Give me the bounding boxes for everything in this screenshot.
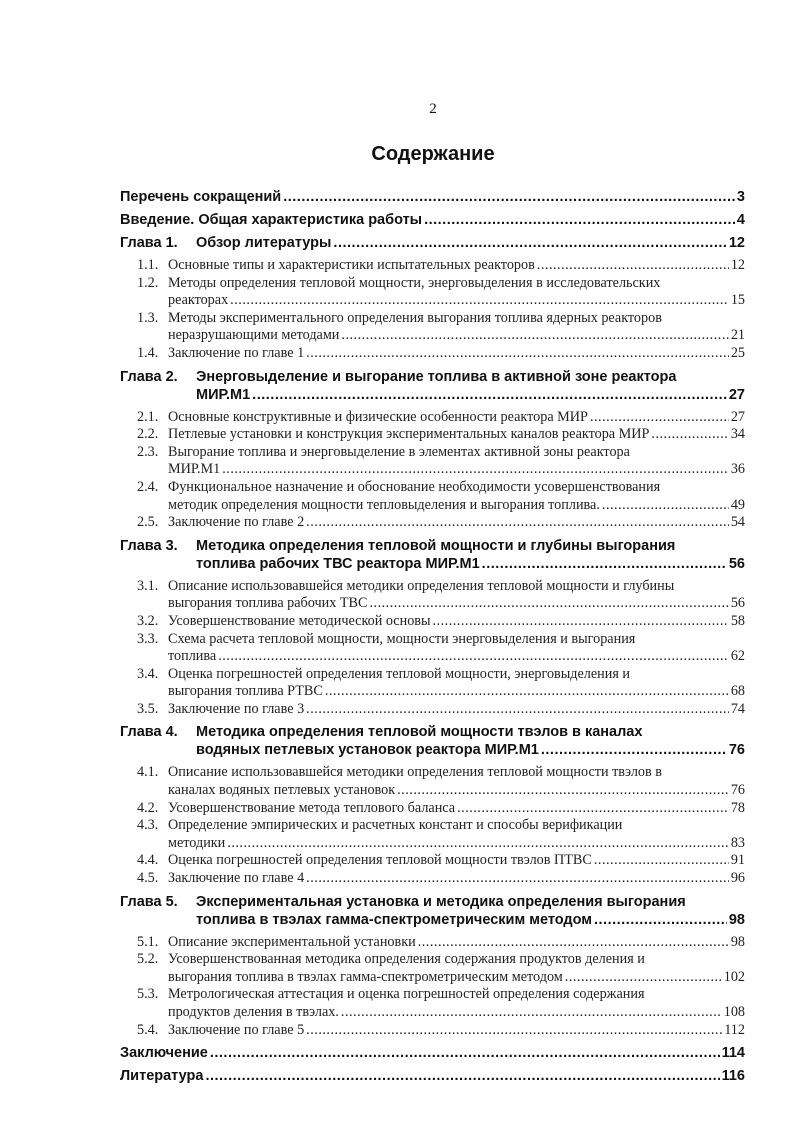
toc-entry-page[interactable]: 68 (730, 683, 745, 700)
toc-entry-title: Функциональное назначение и обоснование необходимости усовершенствования (168, 478, 661, 495)
toc-entry-title: Петлевые установки и конструкция экспериментальных каналов реактора МИР (168, 426, 650, 443)
toc-entry-title: Заключение по главе 2 (168, 514, 305, 531)
dot-leader (369, 595, 728, 613)
toc-entry-number: 3.4. (137, 665, 159, 682)
toc-entry-section[interactable] (120, 613, 745, 631)
toc-entry-section[interactable] (120, 409, 745, 427)
toc-entry-title: Перечень сокращений (120, 189, 282, 205)
toc-entry-page[interactable]: 12 (728, 235, 745, 251)
dot-leader (210, 1044, 720, 1062)
toc-entry-top[interactable] (120, 185, 745, 208)
toc-entry-top[interactable] (120, 1064, 745, 1087)
toc-entry-title: Методика определения тепловой мощности и глубины выгорания (196, 537, 676, 554)
toc-entry-line (120, 188, 745, 206)
toc-entry-page[interactable]: 54 (730, 514, 745, 531)
toc-entry-section[interactable] (120, 666, 745, 701)
toc-entry-page[interactable]: 114 (721, 1045, 745, 1062)
toc-entry-page[interactable]: 98 (730, 933, 745, 950)
toc-entry-line (137, 969, 745, 987)
toc-entry-chapter[interactable] (120, 365, 745, 406)
toc-entry-page[interactable]: 3 (736, 189, 745, 205)
toc-entry-number: 4.1. (137, 764, 159, 781)
toc-entry-line (137, 631, 745, 649)
toc-entry-number: 4.4. (137, 852, 159, 869)
toc-entry-number: 2.4. (137, 478, 159, 495)
toc-entry-number: 5.2. (137, 951, 159, 968)
toc-entry-title: МИР.М1 (196, 386, 251, 403)
dot-leader (218, 648, 729, 666)
toc-entry-line (120, 893, 745, 911)
toc-entry-number: 3.1. (137, 577, 159, 594)
toc-entry-title: Заключение по главе 5 (168, 1021, 305, 1038)
toc-entry-title: выгорания топлива РТВС (168, 683, 323, 700)
page-number: 2 (429, 101, 437, 117)
toc-entry-title: Усовершенствованная методика определения содержания продуктов деления и (168, 951, 645, 968)
toc-entry-section[interactable] (120, 1022, 745, 1040)
toc-entry-title: Описание использовавшейся методики определения тепловой мощности твэлов в (168, 764, 662, 781)
toc-entry-number: 1.2. (137, 274, 159, 291)
toc-entry-line (137, 461, 745, 479)
toc-entry-section[interactable] (120, 578, 745, 613)
toc-entry-section[interactable] (120, 870, 745, 888)
toc-entry-line (120, 537, 745, 555)
toc-entry-chapter[interactable] (120, 534, 745, 575)
toc-entry-title: выгорания топлива в твэлах гамма-спектрометрическим методом (168, 968, 563, 985)
dot-leader (222, 461, 729, 479)
toc-entry-title: методик определения мощности тепловыделения и выгорания топлива. (168, 496, 600, 513)
toc-entry-top[interactable] (120, 208, 745, 231)
toc-entry-title: Описание экспериментальной установки (168, 933, 416, 950)
toc-entry-number: Глава 1. (120, 235, 178, 251)
toc-entry-title: Заключение по главе 4 (168, 870, 305, 887)
toc-entry-page[interactable]: 58 (730, 612, 745, 629)
toc-entry-line (120, 555, 745, 573)
toc-entry-top[interactable] (120, 1041, 745, 1064)
toc-entry-line (120, 911, 745, 929)
toc-entry-line (120, 368, 745, 386)
toc-entry-page[interactable]: 78 (730, 799, 745, 816)
toc-entry-line (120, 386, 745, 404)
toc-entry-line (120, 211, 745, 229)
toc-entry-title: Усовершенствование методической основы (168, 612, 431, 629)
toc-entry-page[interactable]: 12 (730, 257, 745, 273)
toc-entry-line (120, 1067, 745, 1085)
toc-entry-section[interactable] (120, 764, 745, 799)
dot-leader (537, 257, 729, 275)
toc-entry-title: Экспериментальная установка и методика определения выгорания (196, 893, 686, 910)
toc-entry-section[interactable] (120, 310, 745, 345)
toc-entry-chapter[interactable] (120, 720, 745, 761)
toc-entry-title: Схема расчета тепловой мощности, мощности энерговыделения и выгорания (168, 630, 636, 647)
toc-entry-number: 2.5. (137, 514, 159, 531)
toc-entry-section[interactable] (120, 275, 745, 310)
dot-leader (283, 188, 735, 206)
toc-entry-number: 2.2. (137, 426, 159, 443)
toc-entry-number: 4.2. (137, 799, 159, 816)
dot-leader (341, 1004, 722, 1022)
toc-entry-section[interactable] (120, 701, 745, 719)
dot-leader (252, 386, 727, 404)
toc-entry-page[interactable]: 49 (730, 496, 745, 513)
toc-entry-title: МИР.М1 (168, 461, 221, 478)
toc-entry-line (137, 257, 745, 275)
toc-entry-number: 3.3. (137, 630, 159, 647)
dot-leader (306, 514, 729, 532)
toc-entry-number: 1.4. (137, 344, 159, 361)
dot-leader (306, 345, 729, 363)
toc-entry-line (137, 426, 745, 444)
toc-entry-line (137, 613, 745, 631)
toc-entry-line (137, 852, 745, 870)
toc-entry-line (137, 951, 745, 969)
dot-leader (590, 409, 729, 427)
toc-entry-title: Определение эмпирических и расчетных констант и способы верификации (168, 817, 623, 834)
toc-entry-section[interactable] (120, 986, 745, 1021)
toc-entry-number: 2.1. (137, 408, 159, 425)
toc-entry-number: Глава 3. (120, 537, 178, 554)
toc-entry-section[interactable] (120, 444, 745, 479)
toc-entry-line (137, 648, 745, 666)
toc-entry-chapter[interactable] (120, 890, 745, 931)
toc-entry-page[interactable]: 15 (730, 292, 745, 309)
toc-entry-line (137, 595, 745, 613)
toc-entry-page[interactable]: 21 (730, 327, 745, 344)
toc-entry-title: неразрушающими методами (168, 327, 340, 344)
toc-entry-line (137, 764, 745, 782)
toc-entry-section[interactable] (120, 345, 745, 363)
toc-entry-number: 5.4. (137, 1021, 159, 1038)
toc-entry-line (137, 835, 745, 853)
toc-entry-line (137, 817, 745, 835)
toc-entry-page[interactable]: 62 (730, 648, 745, 665)
table-of-contents (120, 185, 745, 1087)
dot-leader (418, 934, 729, 952)
toc-entry-page[interactable]: 108 (723, 1004, 745, 1020)
toc-entry-section[interactable] (120, 800, 745, 818)
page-title: Содержание (371, 143, 495, 165)
toc-entry-title: Методы определения тепловой мощности, энерговыделения в исследовательских (168, 274, 661, 291)
toc-entry-line (137, 479, 745, 497)
toc-entry-title: Методы экспериментального определения выгорания топлива ядерных реакторов (168, 309, 662, 326)
toc-entry-title: Заключение по главе 3 (168, 700, 305, 717)
toc-entry-line (137, 1004, 745, 1022)
dot-leader (594, 911, 727, 929)
toc-entry-page[interactable]: 34 (730, 426, 745, 443)
dot-leader (541, 741, 727, 759)
dot-leader (433, 613, 729, 631)
toc-entry-number: 5.1. (137, 933, 159, 950)
toc-entry-line (120, 741, 745, 759)
toc-entry-chapter[interactable] (120, 231, 745, 254)
toc-entry-number: 4.5. (137, 870, 159, 887)
toc-entry-page[interactable]: 25 (730, 344, 745, 361)
toc-entry-title: Обзор литературы (196, 235, 332, 251)
toc-entry-line (137, 1022, 745, 1040)
toc-entry-line (137, 327, 745, 345)
toc-entry-title: продуктов деления в твэлах. (168, 1004, 339, 1020)
dot-leader (306, 1022, 722, 1040)
dot-leader (602, 497, 729, 515)
toc-entry-title: Усовершенствование метода теплового баланса (168, 799, 456, 816)
dot-leader (306, 870, 729, 888)
toc-entry-number: 3.5. (137, 700, 159, 717)
toc-entry-title: Оценка погрешностей определения тепловой мощности, энерговыделения и (168, 665, 631, 682)
toc-entry-section[interactable] (120, 426, 745, 444)
toc-entry-title: Выгорание топлива и энерговыделение в элементах активной зоны реактора (168, 443, 630, 460)
dot-leader (325, 683, 729, 701)
toc-entry-section[interactable] (120, 514, 745, 532)
toc-entry-number: 3.2. (137, 612, 159, 629)
toc-entry-page[interactable]: 98 (728, 911, 745, 928)
toc-entry-line (120, 723, 745, 741)
toc-entry-page[interactable]: 56 (728, 555, 745, 572)
toc-entry-page[interactable]: 83 (730, 834, 745, 851)
toc-entry-page[interactable]: 36 (730, 461, 745, 478)
toc-entry-title: Заключение по главе 1 (168, 344, 305, 361)
toc-entry-line (137, 666, 745, 684)
toc-entry-number: 4.3. (137, 817, 159, 834)
dot-leader (341, 327, 728, 345)
toc-entry-number: 1.3. (137, 309, 159, 326)
toc-entry-page[interactable]: 27 (728, 386, 745, 403)
dot-leader (457, 800, 729, 818)
dot-leader (424, 211, 735, 229)
toc-entry-line (137, 292, 745, 310)
toc-entry-line (120, 234, 745, 252)
toc-entry-line (120, 1044, 745, 1062)
toc-entry-line (137, 345, 745, 363)
toc-entry-number: Глава 2. (120, 368, 178, 385)
toc-entry-line (137, 578, 745, 596)
toc-entry-title: Литература (120, 1068, 204, 1085)
toc-entry-page[interactable]: 74 (730, 700, 745, 717)
toc-entry-section[interactable] (120, 479, 745, 514)
toc-entry-section[interactable] (120, 257, 745, 275)
toc-entry-title: Основные конструктивные и физические особенности реактора МИР (168, 408, 588, 425)
toc-entry-title: топлива (168, 648, 217, 665)
toc-entry-line (137, 870, 745, 888)
toc-entry-page[interactable]: 91 (730, 852, 745, 869)
dot-leader (594, 852, 729, 870)
toc-entry-page[interactable]: 76 (730, 782, 745, 799)
toc-entry-title: Метрологическая аттестация и оценка погрешностей определения содержания (168, 986, 645, 1003)
toc-entry-title: Введение. Общая характеристика работы (120, 212, 423, 228)
toc-entry-title: Методика определения тепловой мощности твэлов в каналах (196, 724, 643, 741)
dot-leader (227, 835, 729, 853)
toc-entry-number: Глава 4. (120, 724, 178, 741)
toc-entry-page[interactable]: 27 (730, 408, 745, 425)
toc-entry-page[interactable]: 96 (730, 870, 745, 887)
dot-leader (565, 969, 722, 987)
toc-entry-title: топлива рабочих ТВС реактора МИР.М1 (196, 555, 480, 572)
toc-entry-section[interactable] (120, 951, 745, 986)
dot-leader (333, 234, 726, 252)
toc-entry-line (137, 444, 745, 462)
toc-entry-line (137, 497, 745, 515)
toc-entry-line (137, 514, 745, 532)
toc-entry-title: Описание использовавшейся методики определения тепловой мощности и глубины (168, 577, 675, 594)
toc-entry-line (137, 800, 745, 818)
dot-leader (397, 782, 729, 800)
toc-entry-section[interactable] (120, 631, 745, 666)
toc-entry-line (137, 782, 745, 800)
dot-leader (205, 1067, 719, 1085)
toc-entry-title: Заключение (120, 1045, 208, 1062)
toc-entry-line (137, 409, 745, 427)
toc-entry-title: Энерговыделение и выгорание топлива в активной зоне реактора (196, 368, 677, 385)
toc-entry-line (137, 310, 745, 328)
toc-entry-page[interactable]: 56 (730, 595, 745, 612)
toc-entry-title: выгорания топлива рабочих ТВС (168, 595, 368, 612)
toc-entry-page[interactable]: 112 (724, 1021, 745, 1038)
toc-entry-section[interactable] (120, 852, 745, 870)
dot-leader (482, 555, 727, 573)
toc-entry-title: водяных петлевых установок реактора МИР.М1 (196, 742, 539, 759)
toc-entry-line (137, 275, 745, 293)
toc-entry-page[interactable]: 4 (736, 212, 745, 228)
dot-leader (651, 426, 728, 444)
toc-entry-line (137, 986, 745, 1004)
toc-entry-page[interactable]: 116 (721, 1068, 745, 1085)
toc-entry-title: каналах водяных петлевых установок (168, 782, 396, 799)
toc-entry-page[interactable]: 76 (728, 742, 745, 759)
toc-entry-section[interactable] (120, 934, 745, 952)
toc-entry-number: Глава 5. (120, 893, 178, 910)
toc-entry-line (137, 934, 745, 952)
toc-entry-line (137, 683, 745, 701)
toc-entry-title: топлива в твэлах гамма-спектрометрическим методом (196, 911, 592, 928)
toc-entry-title: Основные типы и характеристики испытательных реакторов (168, 257, 535, 273)
toc-entry-number: 5.3. (137, 986, 159, 1003)
toc-entry-number: 2.3. (137, 443, 159, 460)
toc-entry-page[interactable]: 102 (723, 968, 745, 985)
dot-leader (230, 292, 729, 310)
toc-entry-title: Оценка погрешностей определения тепловой мощности твэлов ПТВС (168, 852, 592, 869)
toc-entry-section[interactable] (120, 817, 745, 852)
dot-leader (306, 701, 729, 719)
toc-entry-line (137, 701, 745, 719)
toc-entry-title: реакторах (168, 292, 229, 309)
toc-entry-title: методики (168, 834, 226, 851)
toc-entry-number: 1.1. (137, 257, 159, 273)
